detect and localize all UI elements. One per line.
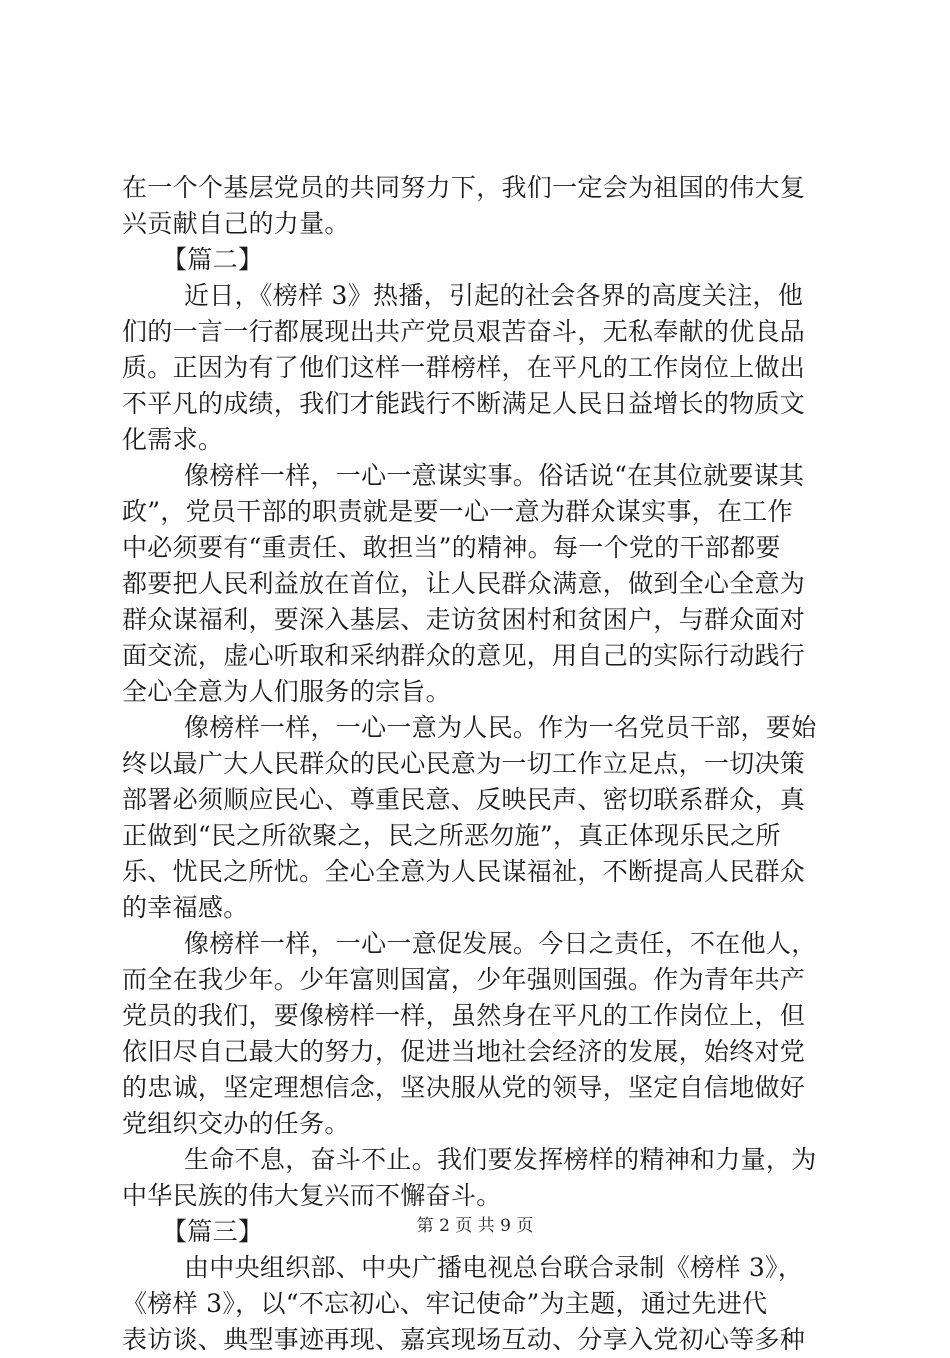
text-line: 不平凡的成绩，我们才能践行不断满足人民日益增长的物质文 — [122, 389, 806, 418]
text-line: 而全在我少年。少年富则国富，少年强则国强。作为青年共产 — [122, 965, 806, 994]
section-heading: 【篇三】 — [162, 1217, 264, 1246]
text-line: 质。正因为有了他们这样一群榜样，在平凡的工作岗位上做出 — [122, 353, 806, 382]
text-line: 都要把人民利益放在首位，让人民群众满意，做到全心全意为 — [122, 569, 806, 598]
text-line: 像榜样一样，一心一意促发展。今日之责任，不在他人， — [184, 929, 817, 958]
text-line: 全心全意为人们服务的宗旨。 — [122, 677, 451, 706]
text-line: 由中央组织部、中央广播电视总台联合录制《榜样 3》， — [184, 1253, 804, 1282]
text-line: 的忠诚，坚定理想信念，坚决服从党的领导，坚定自信地做好 — [122, 1073, 806, 1102]
text-line: 像榜样一样，一心一意为人民。作为一名党员干部，要始 — [184, 713, 817, 742]
text-line: 像榜样一样，一心一意谋实事。俗话说“在其位就要谋其 — [184, 461, 805, 490]
text-line: 党员的我们，要像榜样一样，虽然身在平凡的工作岗位上，但 — [122, 1001, 806, 1030]
text-line: 部署必须顺应民心、尊重民意、反映民声、密切联系群众，真 — [122, 785, 806, 814]
text-line: 中必须要有“重责任、敢担当”的精神。每一个党的干部都要 — [122, 533, 781, 562]
text-line: 政”，党员干部的职责就是要一心一意为群众谋实事，在工作 — [122, 497, 793, 526]
text-line: 近日，《榜样 3》热播，引起的社会各界的高度关注，他 — [184, 281, 804, 310]
text-line: 乐、忧民之所忧。全心全意为人民谋福祉，不断提高人民群众 — [122, 857, 806, 886]
document-body — [122, 170, 832, 1358]
text-line: 群众谋福利，要深入基层、走访贫困村和贫困户，与群众面对 — [122, 605, 806, 634]
section-heading: 【篇二】 — [162, 245, 264, 274]
text-line: 《榜样 3》，以“不忘初心、牢记使命”为主题，通过先进代 — [122, 1289, 768, 1318]
text-line: 们的一言一行都展现出共产党员艰苦奋斗，无私奉献的优良品 — [122, 317, 806, 346]
text-line: 面交流，虚心听取和采纳群众的意见，用自己的实际行动践行 — [122, 641, 806, 670]
page-footer: 第 2 页 共 9 页 — [416, 1216, 534, 1236]
text-line: 终以最广大人民群众的民心民意为一切工作立足点，一切决策 — [122, 749, 806, 778]
text-line: 中华民族的伟大复兴而不懈奋斗。 — [122, 1181, 502, 1210]
text-line: 表访谈、典型事迹再现、嘉宾现场互动、分享入党初心等多种 — [122, 1325, 806, 1354]
text-line: 生命不息，奋斗不止。我们要发挥榜样的精神和力量，为 — [184, 1145, 817, 1174]
text-line: 党组织交办的任务。 — [122, 1109, 350, 1138]
text-line: 正做到“民之所欲聚之，民之所恶勿施”，真正体现乐民之所 — [122, 821, 781, 850]
text-line: 化需求。 — [122, 425, 224, 454]
text-line: 依旧尽自己最大的努力，促进当地社会经济的发展，始终对党 — [122, 1037, 806, 1066]
text-line: 在一个个基层党员的共同努力下，我们一定会为祖国的伟大复 — [122, 173, 806, 202]
text-line: 的幸福感。 — [122, 893, 249, 922]
text-line: 兴贡献自己的力量。 — [122, 209, 350, 238]
